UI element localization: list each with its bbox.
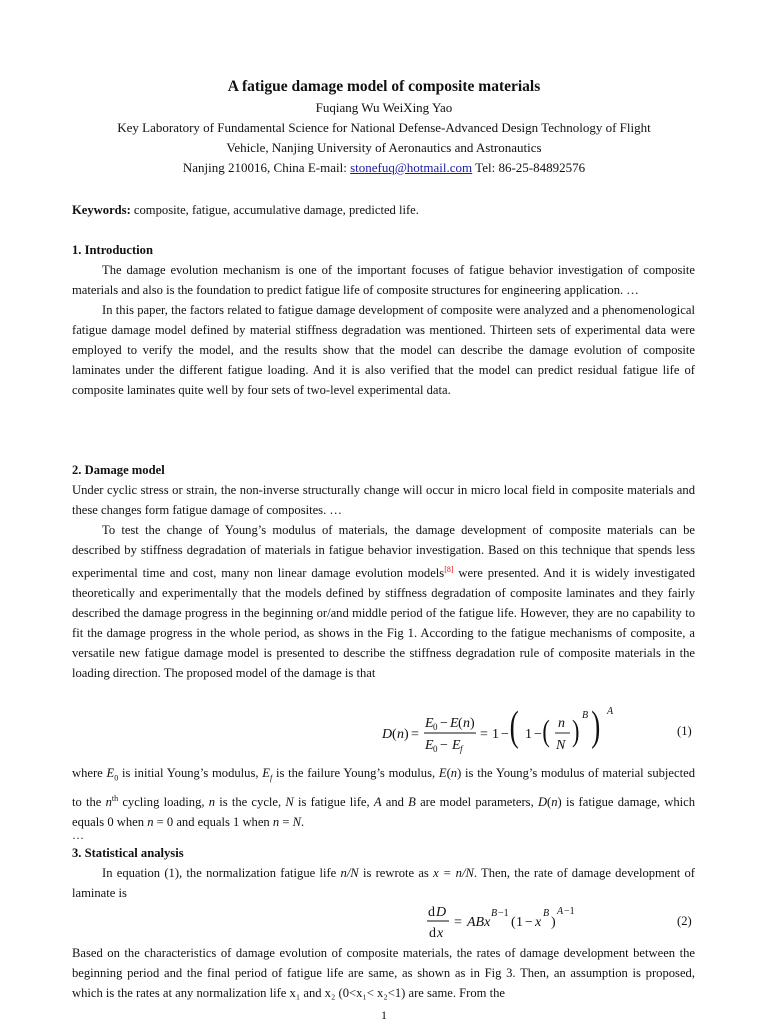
svg-text:d: d: [428, 905, 435, 920]
address-prefix: Nanjing 210016, China E-mail:: [182, 160, 351, 175]
svg-text:N: N: [556, 738, 566, 753]
svg-text:E: E: [452, 738, 461, 753]
svg-text:B: B: [582, 710, 589, 721]
svg-text:): ): [572, 713, 580, 749]
svg-text:E: E: [425, 738, 434, 753]
section-3-body: [72, 943, 695, 1003]
svg-text:−: −: [501, 727, 509, 742]
paragraph-part: In equation (1), the normalization fatigue life: [102, 866, 341, 880]
section-1-body: [72, 260, 695, 400]
svg-text:): ): [404, 727, 409, 742]
svg-text:n: n: [463, 716, 470, 731]
ellipsis: …: [72, 828, 84, 842]
svg-text:): ): [551, 915, 556, 930]
svg-text:1: 1: [525, 727, 532, 742]
paragraph-part: . Then, the rate of damage development of laminate is: [72, 866, 695, 900]
svg-text:−: −: [440, 738, 448, 753]
svg-text:1: 1: [492, 727, 499, 742]
svg-text:−1: −1: [498, 908, 509, 919]
paragraph-part: were presented. And it is widely investigated theoretically and experimentally that the models defined by stiffness degradation of composite laminates and they fairly described the damage progress in the beginning or/and middle period of the fatigue life. However, they are no capability to fit the damage progress in the whole period, as shows in the Fig 1. According to the fatigue mechanisms of composite, a versatile new fatigue damage model is presented to describe the stiffness degradation rule of composite materials in the loading direction. The proposed model of the damage is that: [72, 566, 695, 681]
inline-math: n/N: [340, 866, 359, 880]
svg-text:1: 1: [516, 915, 523, 930]
section-2-heading: 2. Damage model: [72, 463, 165, 477]
paragraph: Based on the characteristics of damage evolution of composite materials, the rates of damage development between the beginning period and the final period of fatigue life are same, as shown as in Fig 3. Then, an assumption is proposed, which is the rates at any normalization life x₁ and x₂ (0<x₁< x₂<1) are same. From the: [72, 946, 695, 1000]
svg-text:ABx: ABx: [467, 915, 491, 930]
svg-text:=: =: [454, 915, 462, 930]
keywords-label: Keywords:: [72, 203, 131, 217]
svg-text:x: x: [437, 926, 444, 941]
equation-2-number: (2): [677, 914, 692, 928]
svg-text:D: D: [436, 905, 447, 920]
paragraph: The damage evolution mechanism is one of the important focuses of fatigue behavior investigation of composite materials and also is the foundation to predict fatigue life of composite structures for engineering application. …: [72, 263, 695, 297]
keywords: [72, 200, 695, 220]
svg-text:): ): [470, 716, 475, 731]
inline-math: x = n/N: [433, 866, 474, 880]
svg-text:f: f: [460, 744, 463, 754]
svg-text:d: d: [429, 926, 436, 941]
svg-text:E: E: [425, 716, 434, 731]
equation-1: [380, 706, 620, 762]
where-clause: [72, 763, 695, 832]
section-3-intro: [72, 863, 695, 903]
svg-text:B: B: [543, 908, 550, 919]
svg-text:x: x: [535, 915, 542, 930]
equation-2: [425, 901, 585, 941]
where-paragraph: where $E_0$ is initial Young’s modulus, $E_f$ is the failure Young’s modulus, E(n) is the Young’s modulus of material subjected to the $n^{th}$ cycling loading, n is the cycle, N is fatigue life, A and B are model parameters, D(n) is fatigue damage, which equals 0 when n = 0 and equals 1 when n = N.: [72, 766, 696, 829]
svg-text:(: (: [511, 915, 516, 930]
svg-text:D: D: [382, 727, 393, 742]
section-1-heading: 1. Introduction: [72, 243, 153, 257]
svg-text:(: (: [392, 727, 397, 742]
paragraph: In this paper, the factors related to fatigue damage development of composite were analyzed and a phenomenological fatigue damage model defined by material stiffness degradation was mentioned. Thirteen sets of experimental data were employed to verify the model, and the results show that the model can describe the damage evolution of composite laminates under the different fatigue loading. And it is also verified that the model can predict residual fatigue life of composite laminates quite well by four sets of two-level experimental data.: [72, 303, 695, 397]
svg-text:(: (: [542, 713, 550, 749]
keywords-text: composite, fatigue, accumulative damage, predicted life.: [130, 203, 419, 217]
svg-text:(: (: [509, 706, 519, 750]
svg-text:E: E: [450, 716, 459, 731]
svg-text:A: A: [557, 906, 564, 917]
paragraph: Under cyclic stress or strain, the non-inverse structurally change will occur in micro local field in composite materials and these changes form fatigue damage of composites. …: [72, 483, 695, 517]
paragraph: [72, 863, 695, 903]
svg-text:−: −: [525, 915, 533, 930]
svg-text:n: n: [397, 727, 404, 742]
page-number: 1: [381, 1008, 387, 1022]
paper-authors: Fuqiang Wu WeiXing Yao: [315, 100, 453, 115]
svg-text:=: =: [411, 727, 419, 742]
svg-text:−: −: [534, 727, 542, 742]
equation-1-number: (1): [677, 724, 692, 738]
paper-title: A fatigue damage model of composite materials: [227, 78, 541, 95]
paragraph-part: To test the change of Young’s modulus of materials, the damage development of composite materials can be described by stiffness degradation of materials in fatigue behavior investigation. Based on this technique that spends less experimental time and cost, many non linear damage evolution models: [72, 523, 695, 581]
contact-line: [0, 160, 768, 176]
svg-text:0: 0: [433, 744, 438, 754]
section-2-body: [72, 480, 695, 683]
svg-text:n: n: [558, 716, 565, 731]
svg-text:=: =: [480, 727, 488, 742]
svg-text:−1: −1: [564, 906, 575, 917]
paragraph-part: is rewrote as: [358, 866, 434, 880]
affiliation-line-2: Vehicle, Nanjing University of Aeronautics and Astronautics: [226, 140, 542, 155]
citation-ref[interactable]: [8]: [444, 565, 454, 574]
email-link[interactable]: stonefuq@hotmail.com: [350, 160, 473, 175]
svg-text:A: A: [607, 706, 614, 717]
svg-text:): ): [591, 706, 601, 750]
paragraph: [72, 520, 695, 683]
telephone: Tel: 86-25-84892576: [472, 160, 586, 175]
svg-text:−: −: [440, 716, 448, 731]
section-3-heading: 3. Statistical analysis: [72, 846, 184, 860]
svg-text:0: 0: [433, 722, 438, 732]
svg-text:B: B: [491, 908, 498, 919]
affiliation-line-1: Key Laboratory of Fundamental Science for National Defense-Advanced Design Technology of Flight: [117, 120, 651, 135]
svg-text:(: (: [458, 716, 463, 731]
